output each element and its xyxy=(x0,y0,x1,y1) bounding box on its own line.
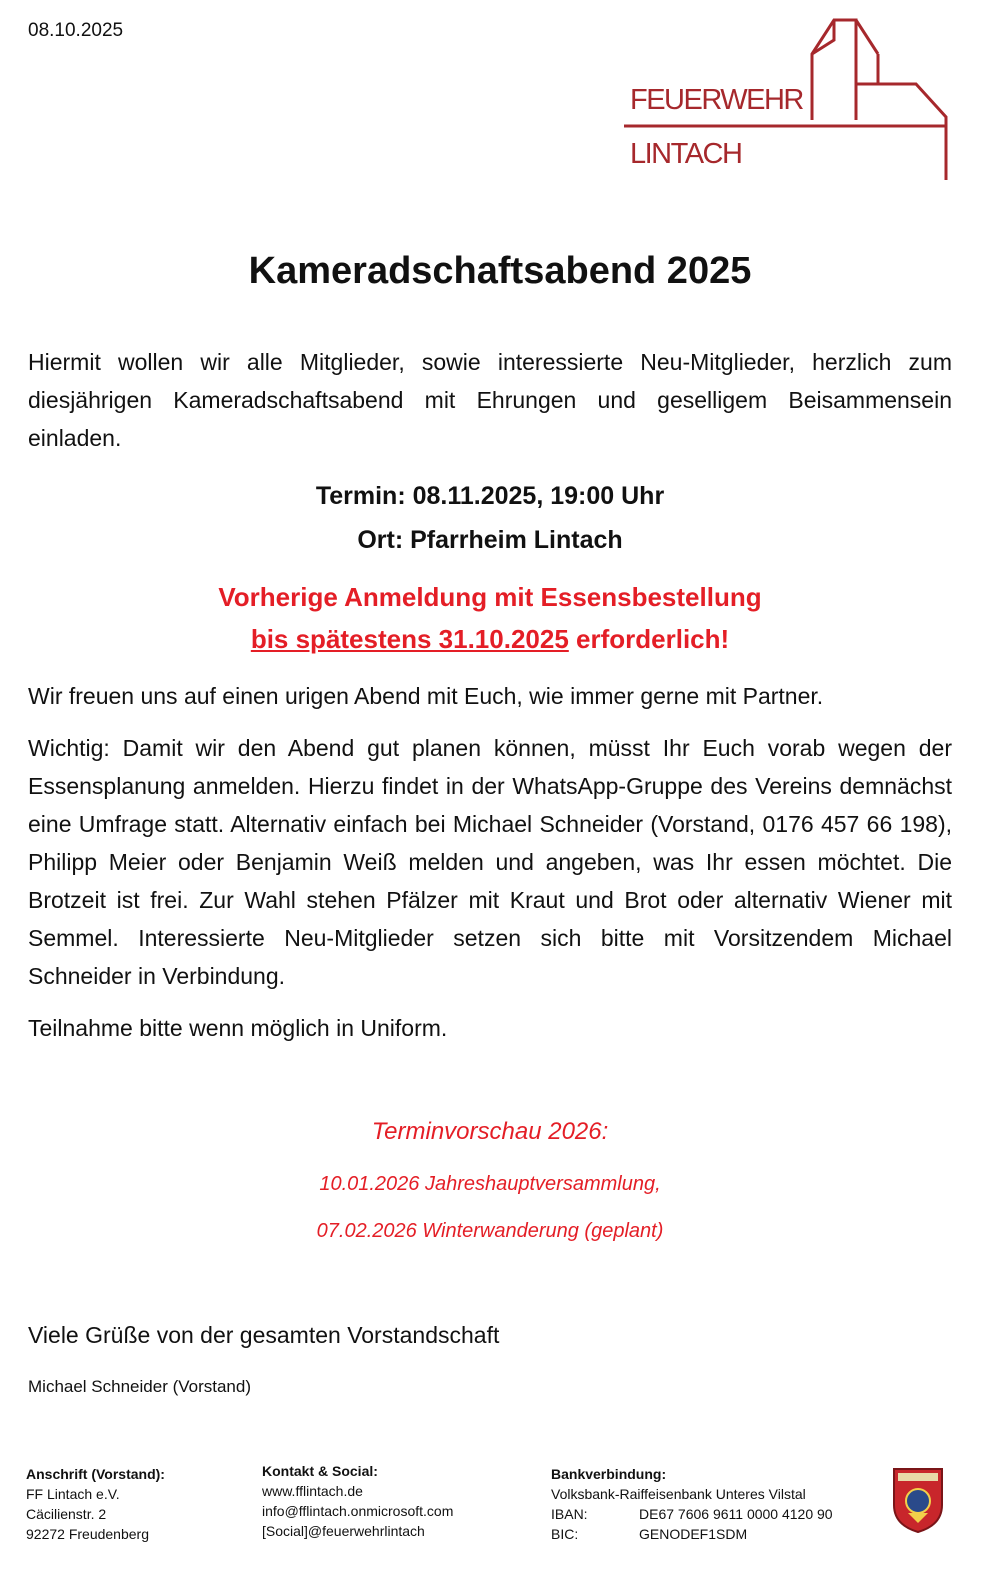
footer-social-handle: [Social]@feuerwehrlintach xyxy=(262,1523,425,1539)
registration-suffix: erforderlich! xyxy=(568,624,730,654)
event-date-time: Termin: 08.11.2025, 19:00 Uhr xyxy=(315,482,665,510)
footer-contact-heading: Kontakt & Social: xyxy=(262,1463,378,1479)
wichtig-paragraph: Wichtig: Damit wir den Abend gut planen können, müsst Ihr Euch vorab wegen der Essensplanung anmelden. Hierzu findet in der WhatsApp-Gruppe des Vereins demnächst eine Umfrage statt. Alternativ einfach bei Michael Schneider (Vorstand, 0176 457 66 198), Philipp Meier oder Benjamin Weiß melden und angeben, was Ihr essen möchtet. Die Brotzeit ist frei. Zur Wahl stehen Pfälzer mit Kraut und Brot oder alternativ Wiener mit Semmel. Interessierte Neu-Mitglieder setzen sich bitte mit Vorsitzendem Michael Schneider in Verbindung. xyxy=(28,735,952,989)
coat-of-arms-icon xyxy=(890,1465,946,1535)
footer-address-line: 92272 Freudenberg xyxy=(26,1526,149,1542)
footer-bank xyxy=(551,1464,833,1544)
footer-bic-value: GENODEF1SDM xyxy=(639,1526,748,1542)
footer-iban-row xyxy=(551,1504,833,1524)
footer-bic-row xyxy=(551,1524,833,1544)
footer-address-line: FF Lintach e.V. xyxy=(26,1486,120,1502)
footer-address-line: Cäcilienstr. 2 xyxy=(26,1506,107,1522)
uniform-paragraph: Teilnahme bitte wenn möglich in Uniform. xyxy=(28,1015,448,1041)
registration-notice xyxy=(0,576,980,660)
intro-paragraph: Hiermit wollen wir alle Mitglieder, sowie interessierte Neu-Mitglieder, herzlich zum diesjährigen Kameradschaftsabend mit Ehrungen und geselligem Beisammensein einladen. xyxy=(28,349,952,451)
footer-email-link[interactable]: info@fflintach.onmicrosoft.com xyxy=(262,1503,454,1519)
preview-item: 10.01.2026 Jahreshauptversammlung, xyxy=(319,1173,661,1195)
footer-contact xyxy=(262,1461,453,1541)
preview-title: Terminvorschau 2026: xyxy=(371,1118,609,1145)
letter-date: 08.10.2025 xyxy=(28,20,124,41)
event-location: Ort: Pfarrheim Lintach xyxy=(357,526,623,554)
event-details xyxy=(0,474,980,562)
preview-item: 07.02.2026 Winterwanderung (geplant) xyxy=(316,1220,664,1242)
footer-address-heading: Anschrift (Vorstand): xyxy=(26,1466,165,1482)
footer-iban-label: IBAN: xyxy=(551,1506,588,1522)
logo-text-lintach: LINTACH xyxy=(630,138,742,170)
registration-deadline-line xyxy=(0,618,980,660)
footer-bic-label: BIC: xyxy=(551,1526,579,1542)
footer-website-link[interactable]: www.fflintach.de xyxy=(262,1483,363,1499)
feuerwehr-lintach-logo xyxy=(620,12,960,187)
footer-address xyxy=(26,1464,165,1544)
footer-bank-heading: Bankverbindung: xyxy=(551,1466,667,1482)
signature: Michael Schneider (Vorstand) xyxy=(28,1377,252,1396)
page-title: Kameradschaftsabend 2025 xyxy=(248,250,752,292)
freuen-paragraph: Wir freuen uns auf einen urigen Abend mit Euch, wie immer gerne mit Partner. xyxy=(28,683,824,709)
closing-greeting: Viele Grüße von der gesamten Vorstandschaft xyxy=(28,1322,500,1348)
footer-iban-value: DE67 7606 9611 0000 4120 90 xyxy=(639,1506,833,1522)
registration-deadline: bis spätestens 31.10.2025 xyxy=(250,624,569,654)
footer-bank-name: Volksbank-Raiffeisenbank Unteres Vilstal xyxy=(551,1486,806,1502)
registration-line: Vorherige Anmeldung mit Essensbestellung xyxy=(218,582,762,612)
logo-text-feuerwehr: FEUERWEHR xyxy=(630,84,803,116)
